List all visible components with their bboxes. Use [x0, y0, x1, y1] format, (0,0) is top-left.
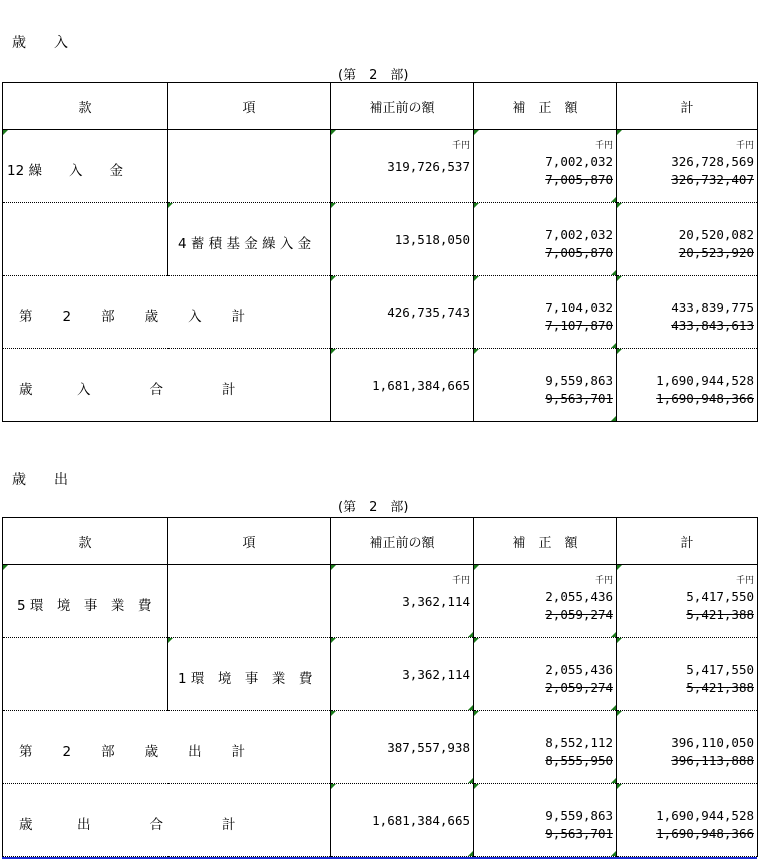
total-cell: 396,110,050 396,113,888	[617, 711, 758, 784]
header-before: 補正前の額	[331, 83, 474, 130]
header-adjustment: 補 正 額	[474, 518, 617, 565]
adjustment-cell: 7,002,032 7,005,870	[474, 203, 617, 276]
subtotal-label-cell: 第 2 部 歳 入 計	[3, 276, 331, 349]
header-kou: 項	[168, 83, 331, 130]
total-cell: 千円 326,728,569 326,732,407	[617, 130, 758, 203]
header-adjustment: 補 正 額	[474, 83, 617, 130]
adjustment-cell: 9,559,863 9,563,701	[474, 349, 617, 422]
before-cell: 1,681,384,665	[331, 784, 474, 857]
adjustment-cell: 千円 7,002,032 7,005,870	[474, 130, 617, 203]
adjustment-cell: 9,559,863 9,563,701	[474, 784, 617, 857]
header-kou: 項	[168, 518, 331, 565]
before-cell: 3,362,114	[331, 638, 474, 711]
kan-cell	[3, 203, 168, 276]
before-cell: 387,557,938	[331, 711, 474, 784]
table-row	[3, 276, 758, 349]
adjustment-cell: 8,552,112 8,555,950	[474, 711, 617, 784]
adjustment-cell: 千円 2,055,436 2,059,274	[474, 565, 617, 638]
total-cell: 20,520,082 20,523,920	[617, 203, 758, 276]
header-kan: 款	[3, 518, 168, 565]
kan-cell	[3, 638, 168, 711]
table-row	[3, 203, 758, 276]
table-row	[3, 130, 758, 203]
before-cell: 13,518,050	[331, 203, 474, 276]
kou-cell	[168, 130, 331, 203]
grand-total-label-cell: 歳 入 合 計	[3, 349, 331, 422]
page-bottom-border	[2, 857, 757, 859]
total-cell: 1,690,944,528 1,690,948,366	[617, 349, 758, 422]
header-total: 計	[617, 83, 758, 130]
revenue-header-row	[3, 83, 758, 130]
total-cell: 1,690,944,528 1,690,948,366	[617, 784, 758, 857]
table-row	[3, 349, 758, 422]
before-cell: 千円 3,362,114	[331, 565, 474, 638]
header-kan: 款	[3, 83, 168, 130]
kan-cell: 12 繰 入 金	[3, 130, 168, 203]
before-cell: 426,735,743	[331, 276, 474, 349]
table-row	[3, 638, 758, 711]
total-cell: 千円 5,417,550 5,421,388	[617, 565, 758, 638]
before-cell: 1,681,384,665	[331, 349, 474, 422]
table-row	[3, 565, 758, 638]
adjustment-cell: 7,104,032 7,107,870	[474, 276, 617, 349]
kan-cell: 5 環 境 事 業 費	[3, 565, 168, 638]
revenue-table	[2, 82, 758, 422]
table-row	[3, 784, 758, 857]
revenue-title: 歳 入	[12, 35, 68, 51]
total-cell: 5,417,550 5,421,388	[617, 638, 758, 711]
before-cell: 千円 319,726,537	[331, 130, 474, 203]
expenditure-title: 歳 出	[12, 472, 68, 488]
table-row	[3, 711, 758, 784]
expenditure-header-row	[3, 518, 758, 565]
header-total: 計	[617, 518, 758, 565]
kou-cell	[168, 565, 331, 638]
grand-total-label-cell: 歳 出 合 計	[3, 784, 331, 857]
kou-cell: 1 環 境 事 業 費	[168, 638, 331, 711]
subtotal-label-cell: 第 2 部 歳 出 計	[3, 711, 331, 784]
total-cell: 433,839,775 433,843,613	[617, 276, 758, 349]
expenditure-table	[2, 517, 758, 857]
adjustment-cell: 2,055,436 2,059,274	[474, 638, 617, 711]
kou-cell: 4 蓄 積 基 金 繰 入 金	[168, 203, 331, 276]
revenue-part-label: (第 2 部)	[338, 68, 409, 83]
header-before: 補正前の額	[331, 518, 474, 565]
expenditure-part-label: (第 2 部)	[338, 500, 409, 515]
